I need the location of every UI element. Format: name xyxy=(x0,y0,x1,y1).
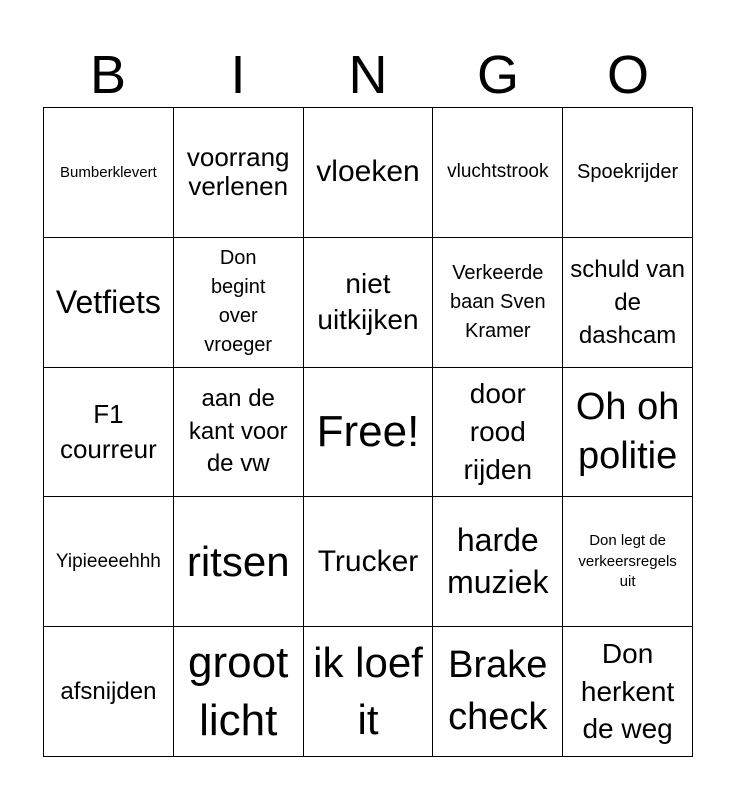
bingo-cell[interactable] xyxy=(563,627,693,757)
bingo-cell[interactable] xyxy=(433,497,563,627)
bingo-cell[interactable] xyxy=(174,238,304,368)
cell-label: schuld van de dashcam xyxy=(570,255,685,349)
bingo-cell[interactable] xyxy=(563,497,693,627)
header-letter-n: N xyxy=(348,45,388,105)
cell-label: Trucker xyxy=(317,544,419,578)
cell-label: Bumberklevert xyxy=(60,163,157,181)
bingo-cell[interactable] xyxy=(304,497,434,627)
bingo-board xyxy=(43,107,693,757)
bingo-cell[interactable] xyxy=(563,368,693,498)
cell-label: Yipieeeehhh xyxy=(55,550,161,572)
cell-label: Don legt de verkeersregels uit xyxy=(578,532,677,590)
bingo-cell[interactable] xyxy=(44,627,174,757)
cell-label: Spoekrijder xyxy=(577,160,679,183)
bingo-cell[interactable] xyxy=(44,238,174,368)
bingo-cell[interactable] xyxy=(44,108,174,238)
bingo-cell[interactable] xyxy=(44,497,174,627)
cell-label: harde muziek xyxy=(447,522,549,600)
bingo-cell[interactable] xyxy=(174,108,304,238)
cell-label: groot licht xyxy=(188,638,289,745)
bingo-cell[interactable] xyxy=(304,108,434,238)
cell-label: F1 courreur xyxy=(59,398,157,464)
header-letter-i: I xyxy=(230,45,246,105)
cell-label: afsnijden xyxy=(60,677,157,705)
bingo-cell[interactable] xyxy=(304,627,434,757)
cell-label: aan de kant voor de vw xyxy=(188,385,288,478)
header-letter-b: B xyxy=(89,45,127,105)
cell-label: vloeken xyxy=(316,155,420,189)
bingo-cell[interactable] xyxy=(563,238,693,368)
bingo-cell[interactable] xyxy=(174,497,304,627)
bingo-cell[interactable] xyxy=(433,238,563,368)
cell-label: Oh oh politie xyxy=(575,385,680,477)
bingo-header xyxy=(43,44,693,106)
cell-label: Brake check xyxy=(448,644,548,738)
cell-label: Don herkent de weg xyxy=(580,637,675,745)
free-space-label: Free! xyxy=(316,406,420,456)
bingo-cell[interactable] xyxy=(433,368,563,498)
cell-label: vluchtstrook xyxy=(447,161,549,183)
cell-label: Vetfiets xyxy=(55,283,161,320)
cell-label: ritsen xyxy=(186,537,290,585)
bingo-cell[interactable] xyxy=(174,368,304,498)
cell-label: Verkeerde baan Sven Kramer xyxy=(449,261,546,342)
header-letter-o: O xyxy=(606,45,649,105)
cell-label: ik loef it xyxy=(313,638,423,743)
cell-label: door rood rijden xyxy=(463,378,533,485)
cell-label: voorrang verlenen xyxy=(186,141,290,202)
bingo-cell[interactable] xyxy=(44,368,174,498)
cell-label: Don begint over vroeger xyxy=(204,247,273,357)
bingo-cell[interactable] xyxy=(304,368,434,498)
header-letter-g: G xyxy=(476,45,519,105)
cell-label: niet uitkijken xyxy=(317,267,419,336)
bingo-cell[interactable] xyxy=(433,627,563,757)
bingo-cell[interactable] xyxy=(433,108,563,238)
bingo-cell[interactable] xyxy=(304,238,434,368)
bingo-cell[interactable] xyxy=(174,627,304,757)
bingo-cell[interactable] xyxy=(563,108,693,238)
